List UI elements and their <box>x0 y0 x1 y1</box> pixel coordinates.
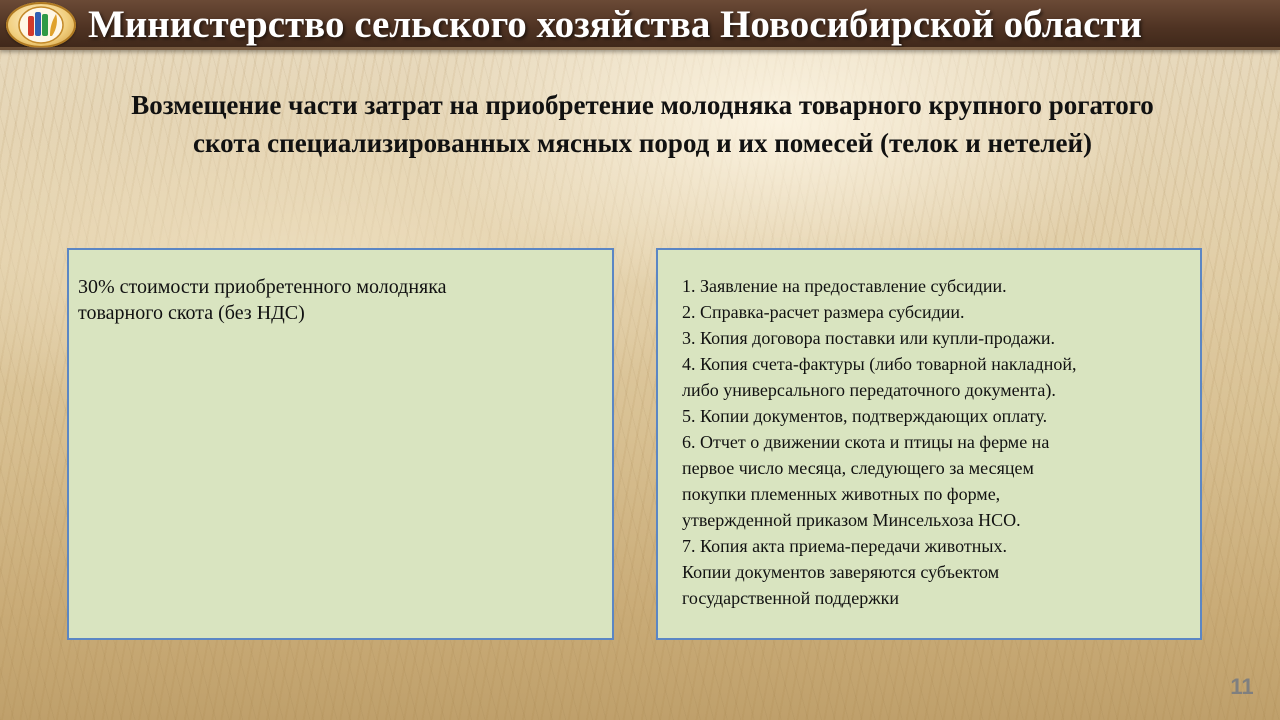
document-list-item: утвержденной приказом Минсельхоза НСО. <box>682 510 1021 530</box>
header-title: Министерство сельского хозяйства Новосибирской области <box>88 3 1143 46</box>
document-list-item: 4. Копия счета-фактуры (либо товарной накладной, <box>682 354 1077 374</box>
slide-title-line: Возмещение части затрат на приобретение молодняка товарного крупного рогатого <box>131 90 1154 120</box>
compensation-rate-text: 30% стоимости приобретенного молодняка <box>78 276 447 298</box>
document-list-item: 1. Заявление на предоставление субсидии. <box>682 276 1007 296</box>
slide-title-line: скота специализированных мясных пород и их помесей (телок и нетелей) <box>192 128 1093 158</box>
document-list-item: 2. Справка-расчет размера субсидии. <box>682 302 965 322</box>
slide-title <box>20 86 1265 162</box>
compensation-rate-text: товарного скота (без НДС) <box>78 302 305 324</box>
header-bar <box>0 0 1280 50</box>
ministry-emblem-icon <box>6 2 76 48</box>
document-list-item: 3. Копия договора поставки или купли-продажи. <box>682 328 1055 348</box>
page-number: 11 <box>1230 674 1254 699</box>
document-list-item: 7. Копия акта приема-передачи животных. <box>682 536 1008 556</box>
document-list-item: Копии документов заверяются субъектом <box>682 562 1000 582</box>
document-list-item: покупки племенных животных по форме, <box>682 484 1001 504</box>
document-list-item: либо универсального передаточного документа). <box>682 380 1056 400</box>
document-list-item: первое число месяца, следующего за месяцем <box>682 458 1034 478</box>
document-list-item: 6. Отчет о движении скота и птицы на ферме на <box>682 432 1050 452</box>
document-list-item: государственной поддержки <box>682 588 900 608</box>
required-documents-card <box>656 248 1202 640</box>
document-list-item: 5. Копии документов, подтверждающих оплату. <box>682 406 1048 426</box>
compensation-rate-card <box>67 248 614 640</box>
